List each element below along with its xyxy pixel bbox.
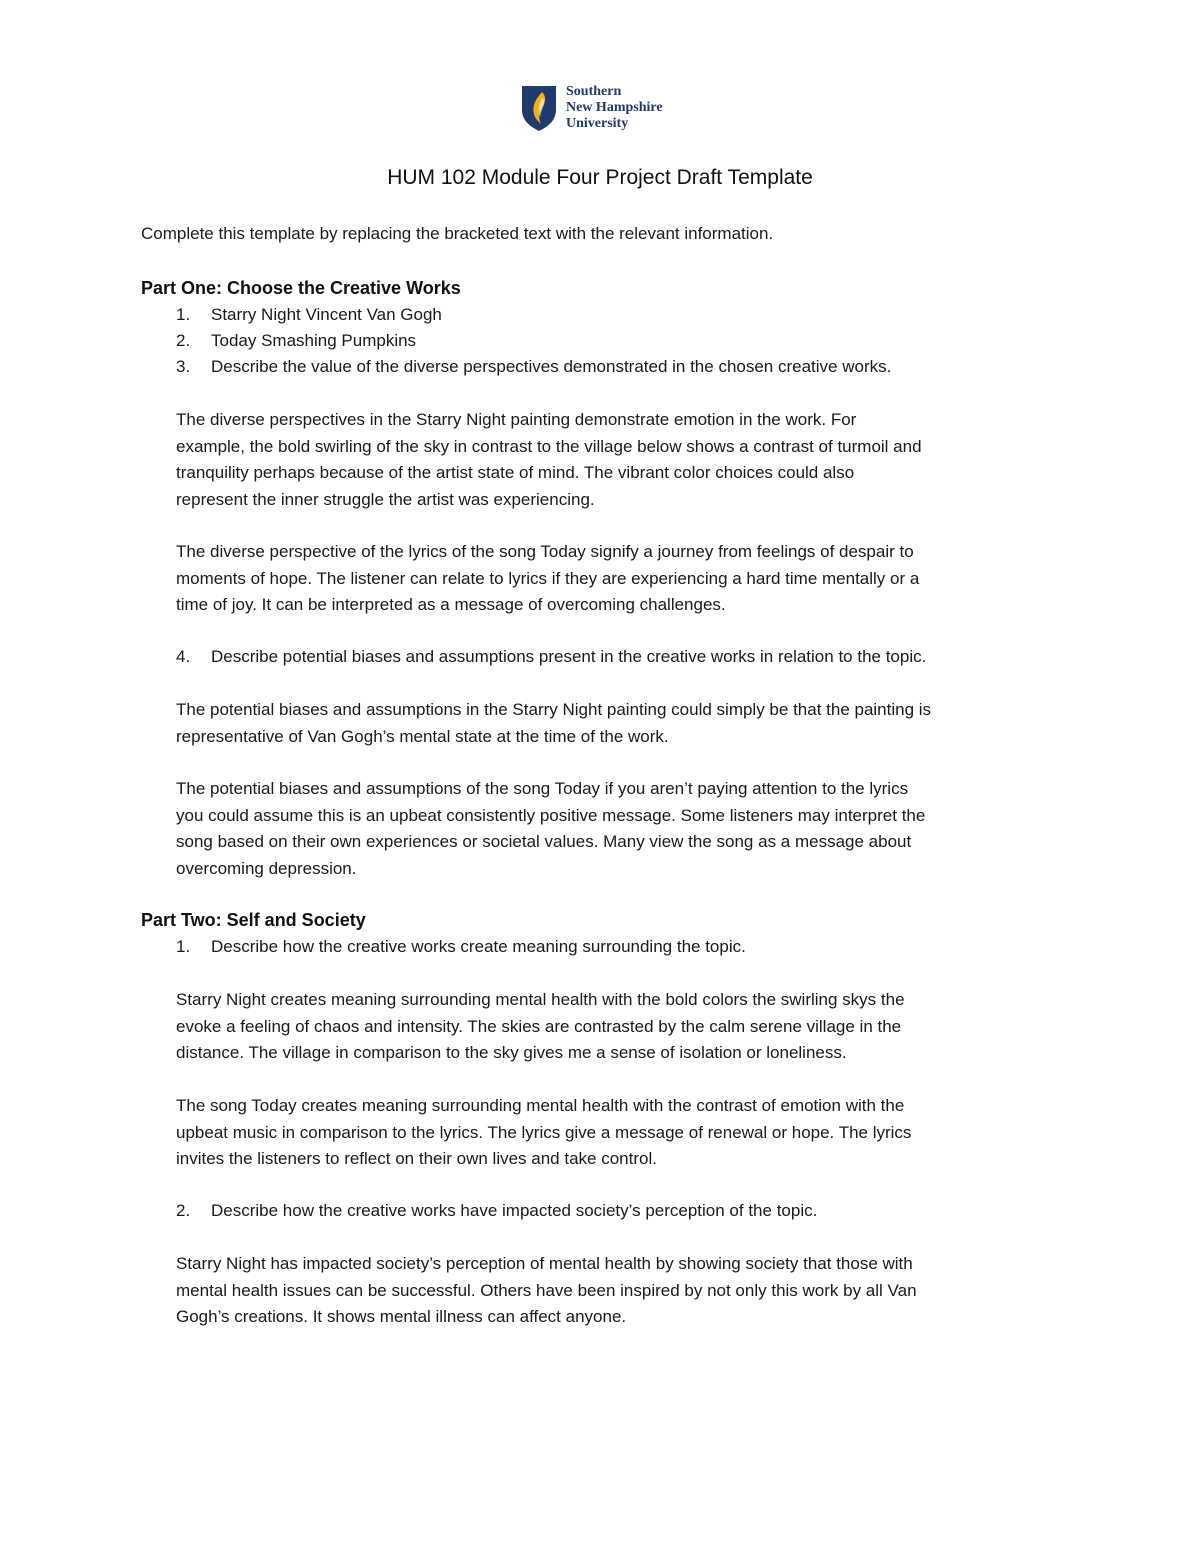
paragraph-line: time of joy. It can be interpreted as a message of overcoming challenges. <box>176 595 726 614</box>
part-one-heading: Part One: Choose the Creative Works <box>141 278 461 298</box>
paragraph-line: The potential biases and assumptions in the Starry Night painting could simply be that the painting is <box>176 700 932 719</box>
paragraph-line: you could assume this is an upbeat consistently positive message. Some listeners may interpret the <box>176 805 926 825</box>
snhu-logo <box>520 84 663 132</box>
logo-line-3: University <box>566 116 629 131</box>
list-number: 3. <box>176 357 191 376</box>
list-item-text: Describe how the creative works create meaning surrounding the topic. <box>211 937 746 956</box>
list-number: 2. <box>176 331 191 350</box>
paragraph-line: overcoming depression. <box>176 858 357 878</box>
paragraph <box>176 987 1076 1067</box>
paragraph-line: Starry Night has impacted society’s perception of mental health by showing society that those with <box>176 1254 913 1273</box>
paragraph-line: upbeat music in comparison to the lyrics. The lyrics give a message of renewal or hope. The lyrics <box>176 1122 912 1142</box>
logo-line-2: New Hampshire <box>566 100 663 115</box>
list-item-text: Describe the value of the diverse perspectives demonstrated in the chosen creative works. <box>211 357 892 376</box>
shield-flame-icon <box>520 84 558 132</box>
paragraph <box>176 1251 1076 1331</box>
list-number: 1. <box>176 305 191 324</box>
paragraph-line: song based on their own experiences or societal values. Many view the song as a message about <box>176 832 912 851</box>
paragraph-line: representative of Van Gogh’s mental state at the time of the work. <box>176 726 669 746</box>
paragraph <box>176 697 1076 750</box>
paragraph-line: Starry Night creates meaning surrounding mental health with the bold colors the swirling skys the <box>176 990 905 1009</box>
paragraph <box>176 407 1076 513</box>
paragraph <box>176 1093 1076 1173</box>
paragraph-line: mental health issues can be successful. Others have been inspired by not only this work by all Van <box>176 1280 917 1300</box>
part-two-heading: Part Two: Self and Society <box>141 910 366 930</box>
logo-wordmark <box>566 84 663 132</box>
paragraph-line: The potential biases and assumptions of the song Today if you aren’t paying attention to the lyrics <box>176 779 909 798</box>
paragraph-line: represent the inner struggle the artist was experiencing. <box>176 489 595 509</box>
paragraph-line: The diverse perspectives in the Starry Night painting demonstrate emotion in the work. For <box>176 410 857 429</box>
list-number: 2. <box>176 1201 191 1220</box>
paragraph <box>176 539 1076 619</box>
list-number: 1. <box>176 937 191 956</box>
paragraph-line: Gogh’s creations. It shows mental illness can affect anyone. <box>176 1307 627 1326</box>
paragraph-line: moments of hope. The listener can relate to lyrics if they are experiencing a hard time mentally or a <box>176 568 920 588</box>
logo-line-1: Southern <box>566 84 622 99</box>
paragraph-line: evoke a feeling of chaos and intensity. The skies are contrasted by the calm serene village in the <box>176 1016 902 1036</box>
paragraph-line: distance. The village in comparison to the sky gives me a sense of isolation or loneliness. <box>176 1043 847 1062</box>
document-title: HUM 102 Module Four Project Draft Template <box>387 166 813 189</box>
instructions-text: Complete this template by replacing the bracketed text with the relevant information. <box>141 224 774 243</box>
list-item-text: Describe potential biases and assumptions present in the creative works in relation to the topic. <box>211 647 927 666</box>
paragraph-line: The song Today creates meaning surrounding mental health with the contrast of emotion with the <box>176 1096 905 1115</box>
paragraph-line: invites the listeners to reflect on their own lives and take control. <box>176 1149 657 1168</box>
list-item-text: Today Smashing Pumpkins <box>211 331 417 350</box>
paragraph-line: tranquility perhaps because of the artist state of mind. The vibrant color choices could also <box>176 463 855 482</box>
paragraph <box>176 776 1076 882</box>
list-item-text: Describe how the creative works have impacted society’s perception of the topic. <box>211 1201 818 1220</box>
list-number: 4. <box>176 647 191 666</box>
list-item-text: Starry Night Vincent Van Gogh <box>211 305 442 324</box>
paragraph-line: example, the bold swirling of the sky in contrast to the village below shows a contrast of turmoil and <box>176 436 922 456</box>
paragraph-line: The diverse perspective of the lyrics of the song Today signify a journey from feelings of despair to <box>176 542 914 561</box>
